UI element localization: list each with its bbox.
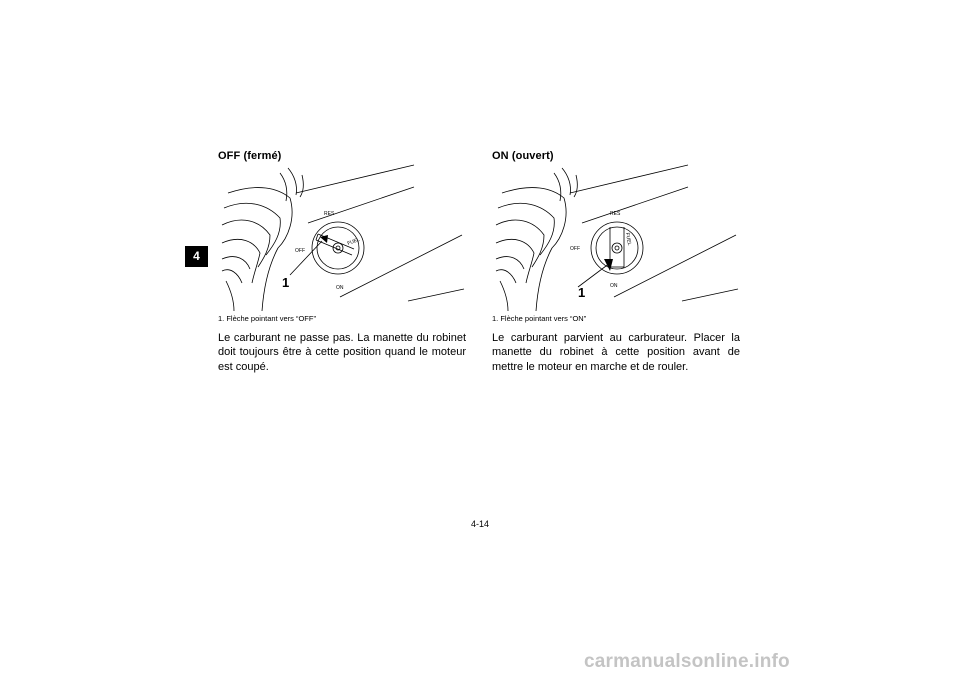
callout-number: 1: [578, 285, 586, 300]
figure-caption: 1. Flèche pointant vers “ON”: [492, 314, 587, 323]
label-res: RES: [610, 211, 621, 217]
paragraph: Le carburant parvient au carburateur. Placer la manette du robinet à cette position avant de mettre le moteur en marche et de rouler.: [492, 332, 740, 373]
label-fuel: FUEL: [624, 232, 633, 246]
label-on: ON: [610, 283, 618, 289]
page-number: 4-14: [470, 519, 489, 529]
section-title-on: ON (ouvert): [492, 150, 554, 162]
fuel-cock-off-illustration: [218, 163, 470, 311]
figure-caption: 1. Flèche pointant vers “OFF”: [218, 314, 316, 323]
callout-number: 1: [282, 275, 290, 290]
label-fuel: FUEL: [346, 236, 361, 247]
label-off: OFF: [570, 246, 580, 252]
label-off: OFF: [295, 248, 305, 254]
label-res: RES: [324, 211, 335, 217]
section-title-off: OFF (fermé): [218, 150, 282, 162]
chapter-tab: 4: [185, 246, 208, 267]
fuel-cock-on-illustration: [492, 163, 744, 311]
watermark: carmanualsonline.info: [584, 651, 790, 672]
paragraph: Le carburant ne passe pas. La manette du robinet doit toujours être à cette position quand le moteur est coupé.: [218, 332, 466, 373]
label-on: ON: [336, 285, 344, 291]
